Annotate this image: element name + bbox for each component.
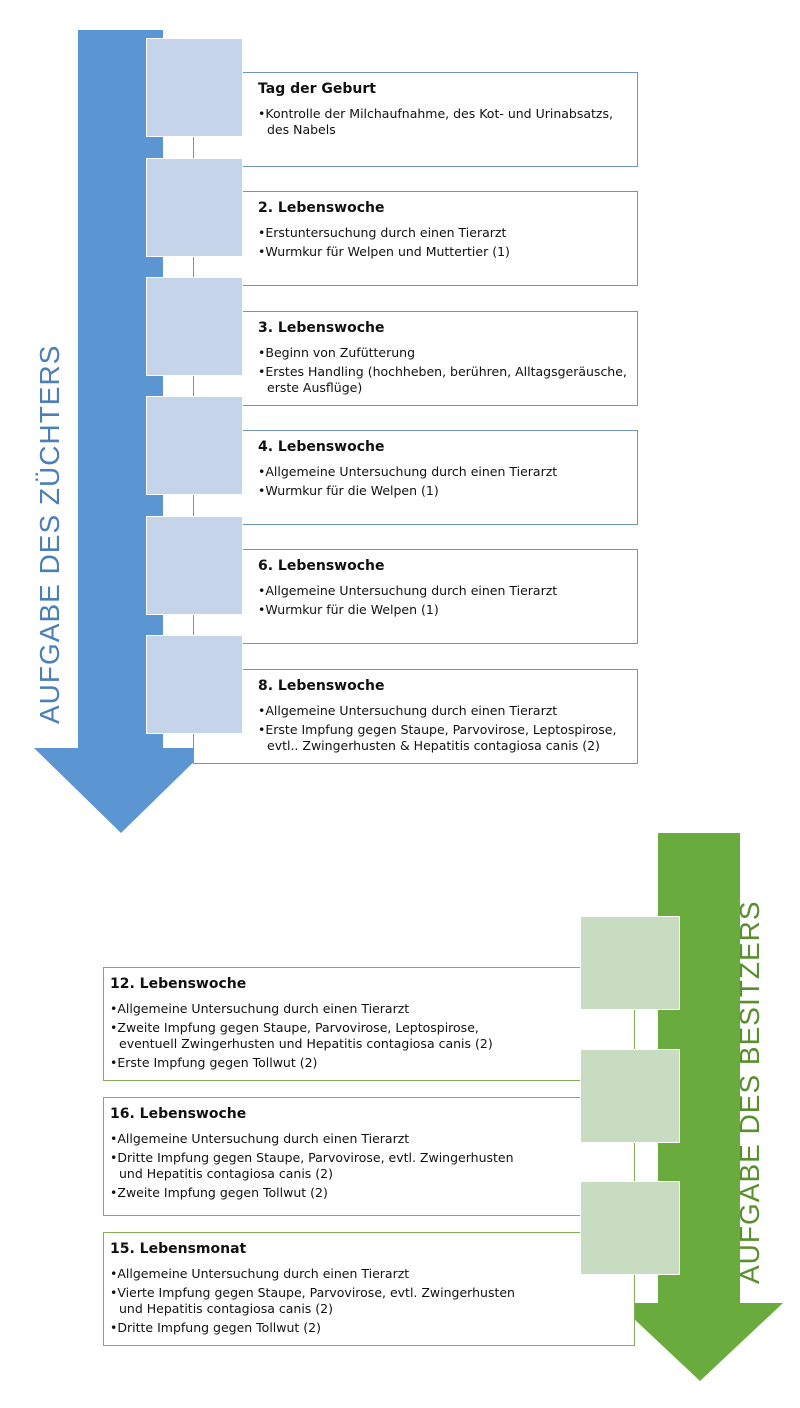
owner-stage-week-16 xyxy=(103,1097,635,1216)
breeder-stage-tile xyxy=(146,158,243,257)
stage-title: 6. Lebenswoche xyxy=(258,558,385,574)
stage-item: • Zweite Impfung gegen Staupe, Parvovirose, Leptospirose, eventuell Zwingerhusten und Hepatitis contagiosa canis (2) xyxy=(110,1020,510,1052)
breeder-arrow-label: AUFGABE DES ZÜCHTERS xyxy=(34,344,65,724)
stage-item: • Allgemeine Untersuchung durch einen Tierarzt xyxy=(258,583,627,599)
breeder-stage-tile xyxy=(146,516,243,615)
breeder-stage-tile xyxy=(146,635,243,734)
stage-title: 2. Lebenswoche xyxy=(258,200,385,216)
owner-stage-week-12 xyxy=(103,967,635,1081)
stage-item: • Allgemeine Untersuchung durch einen Tierarzt xyxy=(110,1131,540,1147)
stage-title: 8. Lebenswoche xyxy=(258,678,385,694)
stage-item: • Erstuntersuchung durch einen Tierarzt xyxy=(258,225,627,241)
stage-item: • Allgemeine Untersuchung durch einen Tierarzt xyxy=(258,464,627,480)
breeder-stage-week-3 xyxy=(193,311,638,406)
stage-item: • Wurmkur für Welpen und Muttertier (1) xyxy=(258,244,627,260)
stage-item: • Allgemeine Untersuchung durch einen Tierarzt xyxy=(110,1266,540,1282)
stage-title: 12. Lebenswoche xyxy=(110,976,247,992)
owner-stage-tile xyxy=(580,1049,680,1143)
breeder-stage-week-6 xyxy=(193,549,638,644)
breeder-stage-tile xyxy=(146,396,243,495)
stage-item: • Zweite Impfung gegen Tollwut (2) xyxy=(110,1185,540,1201)
owner-stage-month-15 xyxy=(103,1232,635,1346)
stage-title: 15. Lebensmonat xyxy=(110,1241,247,1257)
owner-arrow-label: AUFGABE DES BESITZERS xyxy=(734,900,765,1284)
stage-title: 4. Lebenswoche xyxy=(258,439,385,455)
stage-item: • Wurmkur für die Welpen (1) xyxy=(258,483,627,499)
stage-item: • Erste Impfung gegen Staupe, Parvovirose, Leptospirose, evtl.. Zwingerhusten & Hepatitis contagiosa canis (2) xyxy=(258,722,627,754)
stage-item: • Allgemeine Untersuchung durch einen Tierarzt xyxy=(258,703,627,719)
stage-item: • Dritte Impfung gegen Staupe, Parvovirose, evtl. Zwingerhusten und Hepatitis contagiosa canis (2) xyxy=(110,1150,540,1182)
breeder-stage-tile xyxy=(146,277,243,376)
stage-item: • Wurmkur für die Welpen (1) xyxy=(258,602,627,618)
stage-item: • Beginn von Zufütterung xyxy=(258,345,627,361)
breeder-stage-tile xyxy=(146,38,243,137)
stage-item: • Vierte Impfung gegen Staupe, Parvovirose, evtl. Zwingerhusten und Hepatitis contagiosa canis (2) xyxy=(110,1285,540,1317)
stage-item: • Erstes Handling (hochheben, berühren, Alltagsgeräusche, erste Ausflüge) xyxy=(258,364,627,396)
breeder-stage-week-4 xyxy=(193,430,638,525)
stage-title: 16. Lebenswoche xyxy=(110,1106,247,1122)
breeder-stage-week-2 xyxy=(193,191,638,286)
breeder-stage-birth xyxy=(193,72,638,167)
owner-stage-tile xyxy=(580,916,680,1010)
owner-stage-tile xyxy=(580,1181,680,1275)
stage-item: • Kontrolle der Milchaufnahme, des Kot- und Urinabsatzs, des Nabels xyxy=(258,106,627,138)
stage-title: Tag der Geburt xyxy=(258,81,376,97)
breeder-stage-week-8 xyxy=(193,669,638,764)
stage-item: • Erste Impfung gegen Tollwut (2) xyxy=(110,1055,510,1071)
stage-item: • Dritte Impfung gegen Tollwut (2) xyxy=(110,1320,540,1336)
stage-item: • Allgemeine Untersuchung durch einen Tierarzt xyxy=(110,1001,510,1017)
stage-title: 3. Lebenswoche xyxy=(258,320,385,336)
